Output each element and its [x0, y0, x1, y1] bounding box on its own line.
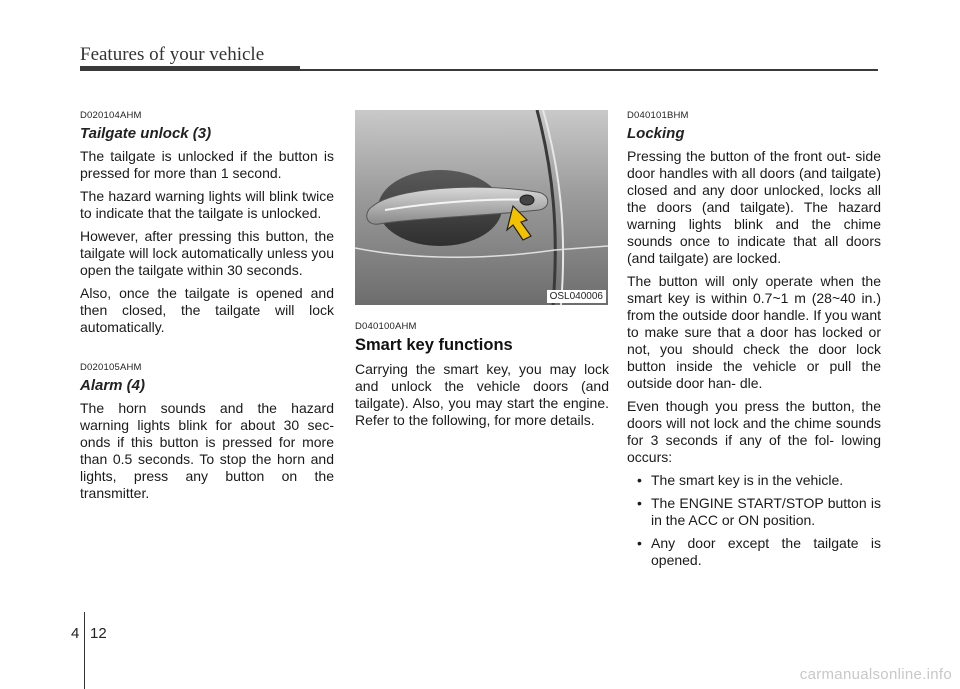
list-item-text: Any door except the tailgate is opened. [651, 535, 881, 568]
list-item-text: The smart key is in the vehicle. [651, 472, 844, 488]
right-column [627, 110, 881, 575]
paragraph: The horn sounds and the hazard warning lights blink for about 30 sec- onds if this button is pressed for more than 0.5 seconds. To stop the horn and lights, press any button on the transmitter. [80, 400, 334, 501]
header-rule-thick [80, 66, 300, 71]
left-column [80, 110, 334, 508]
middle-column [355, 110, 609, 435]
bullet-icon: • [637, 495, 642, 511]
section-title: Smart key functions [355, 336, 513, 354]
list-item [627, 495, 881, 529]
condition-list [627, 472, 881, 569]
paragraph: The tailgate is unlocked if the button is pressed for more than 1 second. [80, 148, 334, 181]
section-title: Alarm (4) [80, 377, 146, 394]
header-rule-thin [300, 69, 878, 71]
list-item [627, 535, 881, 569]
section-title: Tailgate unlock (3) [80, 125, 212, 142]
paragraph: Pressing the button of the front out- side door handles with all doors (and tailgate) closed and any door unlocked, locks all the doors (and tailgate). The hazard warning lights blink and the chime sounds once to indicate that all doors (and tailgate) are locked. [627, 148, 881, 266]
paragraph: The hazard warning lights will blink twice to indicate that the tailgate is unlocked. [80, 188, 334, 221]
bullet-icon: • [637, 472, 642, 488]
door-handle-figure [355, 110, 608, 305]
paragraph: Even though you press the button, the doors will not lock and the chime sounds for 3 seconds if any of the fol- lowing occurs: [627, 398, 881, 465]
bullet-icon: • [637, 535, 642, 551]
page-number: 12 [90, 625, 107, 642]
figure-label: OSL040006 [547, 290, 606, 303]
watermark: carmanualsonline.info [799, 666, 952, 683]
page-number-divider [84, 612, 85, 689]
section-code: D020104AHM [80, 110, 142, 121]
list-item-text: The ENGINE START/STOP button is in the ACC or ON position. [651, 495, 881, 528]
section-title: Locking [627, 125, 685, 142]
spacer [80, 342, 334, 362]
paragraph: The button will only operate when the smart key is within 0.7~1 m (28~40 in.) from the outside door handle. If you want to make sure that a door has locked or not, you should check the door lock button inside the vehicle or pull the outside door han- dle. [627, 273, 881, 391]
door-handle-illustration [355, 110, 608, 305]
paragraph: However, after pressing this button, the tailgate will lock automatically unless you open the tailgate within 30 seconds. [80, 228, 334, 278]
paragraph: Carrying the smart key, you may lock and unlock the vehicle doors (and tailgate). Also, you may start the engine. Refer to the following, for more details. [355, 361, 609, 428]
section-number: 4 [71, 625, 80, 642]
header-title: Features of your vehicle [80, 44, 265, 65]
section-code: D040100AHM [355, 321, 417, 332]
section-code: D040101BHM [627, 110, 689, 121]
paragraph: Also, once the tailgate is opened and then closed, the tailgate will lock automatically. [80, 285, 334, 335]
list-item [627, 472, 881, 489]
section-code: D020105AHM [80, 362, 142, 373]
